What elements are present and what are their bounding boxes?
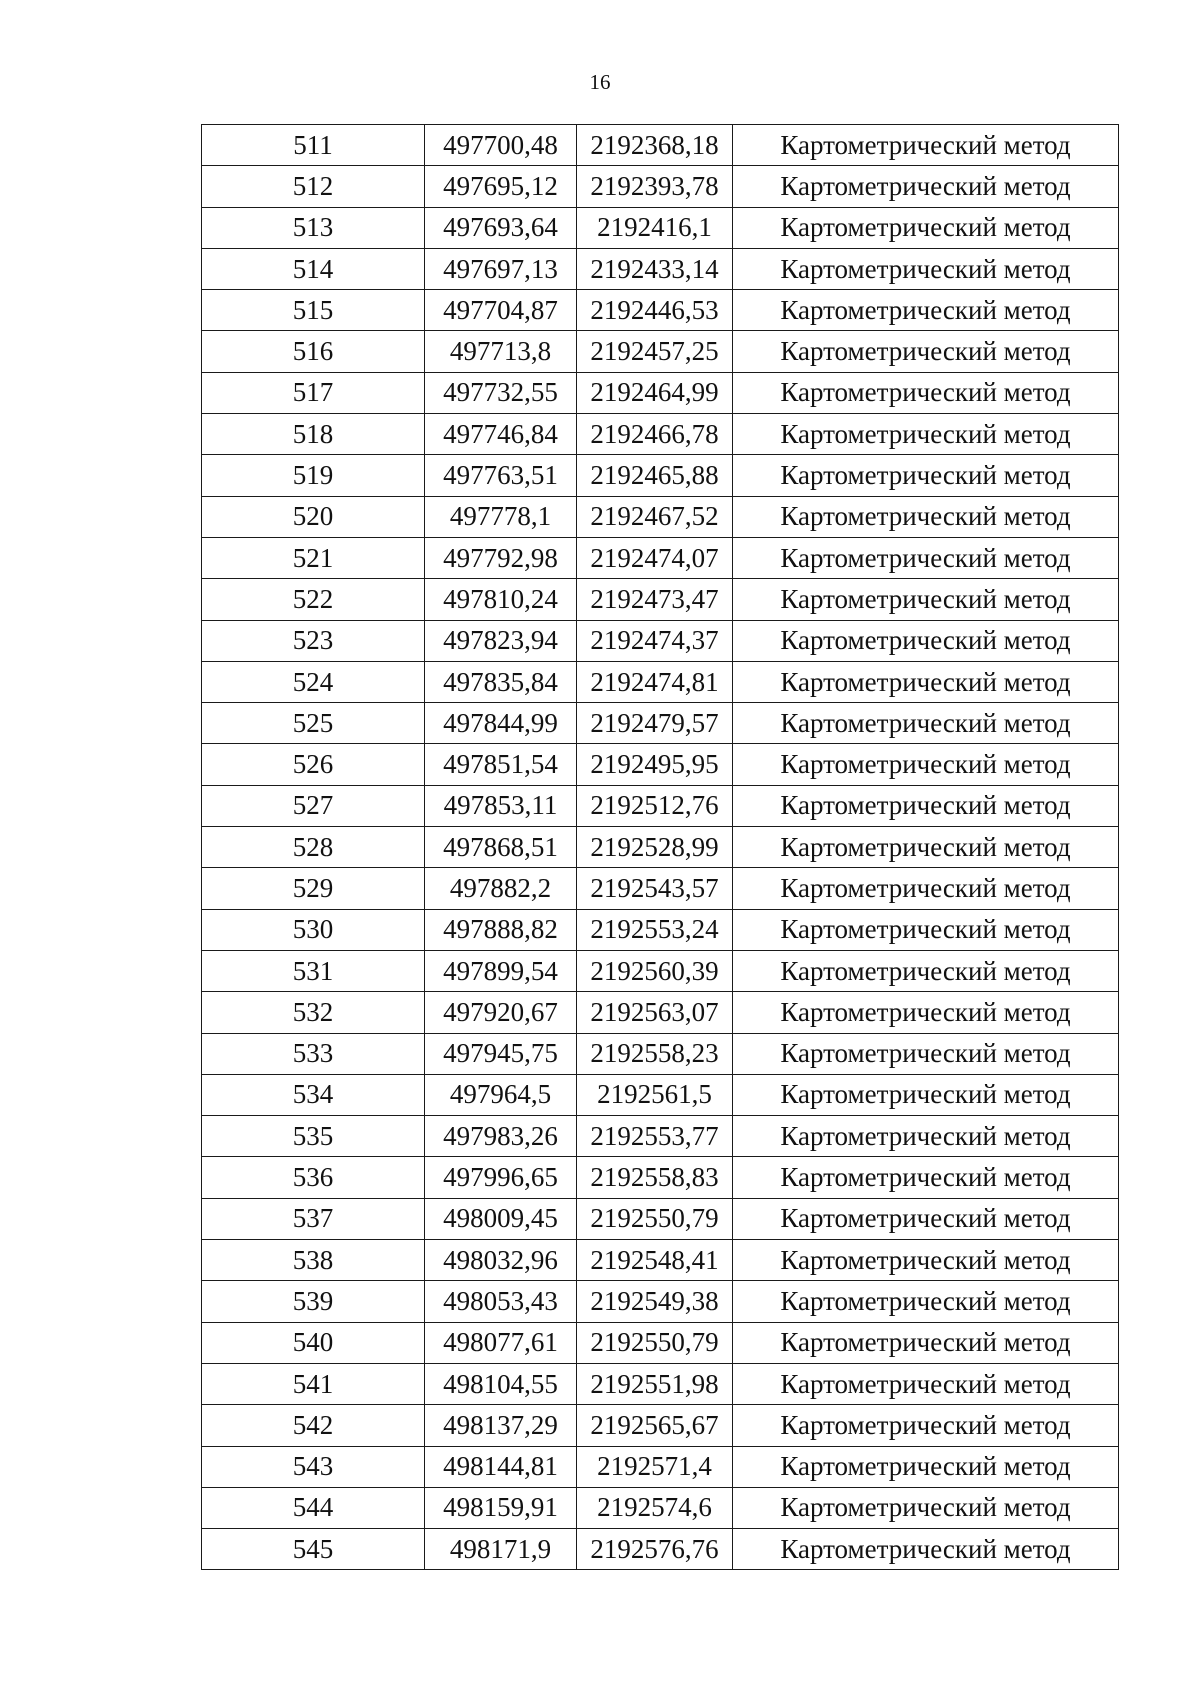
y-coordinate-cell: 2192560,39 xyxy=(577,950,733,991)
table-row xyxy=(202,1240,1119,1281)
x-coordinate-cell: 497778,1 xyxy=(425,496,577,537)
method-cell: Картометрический метод xyxy=(733,703,1119,744)
method-cell: Картометрический метод xyxy=(733,909,1119,950)
y-coordinate-cell: 2192550,79 xyxy=(577,1322,733,1363)
method-cell: Картометрический метод xyxy=(733,496,1119,537)
x-coordinate-cell: 497792,98 xyxy=(425,537,577,578)
table-row xyxy=(202,1198,1119,1239)
coordinates-table-body xyxy=(202,125,1119,1570)
method-cell: Картометрический метод xyxy=(733,1281,1119,1322)
table-row xyxy=(202,950,1119,991)
point-number-cell: 542 xyxy=(202,1405,425,1446)
table-row xyxy=(202,579,1119,620)
method-cell: Картометрический метод xyxy=(733,1363,1119,1404)
y-coordinate-cell: 2192543,57 xyxy=(577,868,733,909)
table-row xyxy=(202,620,1119,661)
table-row xyxy=(202,1405,1119,1446)
table-row xyxy=(202,744,1119,785)
x-coordinate-cell: 498032,96 xyxy=(425,1240,577,1281)
point-number-cell: 534 xyxy=(202,1074,425,1115)
point-number-cell: 536 xyxy=(202,1157,425,1198)
y-coordinate-cell: 2192551,98 xyxy=(577,1363,733,1404)
method-cell: Картометрический метод xyxy=(733,579,1119,620)
point-number-cell: 518 xyxy=(202,414,425,455)
point-number-cell: 523 xyxy=(202,620,425,661)
y-coordinate-cell: 2192457,25 xyxy=(577,331,733,372)
table-row xyxy=(202,414,1119,455)
point-number-cell: 522 xyxy=(202,579,425,620)
point-number-cell: 539 xyxy=(202,1281,425,1322)
method-cell: Картометрический метод xyxy=(733,785,1119,826)
method-cell: Картометрический метод xyxy=(733,1074,1119,1115)
point-number-cell: 519 xyxy=(202,455,425,496)
table-row xyxy=(202,455,1119,496)
x-coordinate-cell: 497704,87 xyxy=(425,290,577,331)
table-row xyxy=(202,331,1119,372)
y-coordinate-cell: 2192571,4 xyxy=(577,1446,733,1487)
method-cell: Картометрический метод xyxy=(733,1487,1119,1528)
point-number-cell: 521 xyxy=(202,537,425,578)
table-row xyxy=(202,992,1119,1033)
x-coordinate-cell: 497732,55 xyxy=(425,372,577,413)
table-row xyxy=(202,1363,1119,1404)
method-cell: Картометрический метод xyxy=(733,537,1119,578)
method-cell: Картометрический метод xyxy=(733,1157,1119,1198)
point-number-cell: 516 xyxy=(202,331,425,372)
table-row xyxy=(202,125,1119,166)
x-coordinate-cell: 497823,94 xyxy=(425,620,577,661)
method-cell: Картометрический метод xyxy=(733,992,1119,1033)
point-number-cell: 535 xyxy=(202,1116,425,1157)
x-coordinate-cell: 497810,24 xyxy=(425,579,577,620)
method-cell: Картометрический метод xyxy=(733,1529,1119,1570)
y-coordinate-cell: 2192368,18 xyxy=(577,125,733,166)
method-cell: Картометрический метод xyxy=(733,372,1119,413)
y-coordinate-cell: 2192416,1 xyxy=(577,207,733,248)
y-coordinate-cell: 2192549,38 xyxy=(577,1281,733,1322)
x-coordinate-cell: 497853,11 xyxy=(425,785,577,826)
method-cell: Картометрический метод xyxy=(733,1322,1119,1363)
table-row xyxy=(202,290,1119,331)
table-row xyxy=(202,1033,1119,1074)
point-number-cell: 517 xyxy=(202,372,425,413)
y-coordinate-cell: 2192464,99 xyxy=(577,372,733,413)
table-row xyxy=(202,1446,1119,1487)
table-row xyxy=(202,703,1119,744)
y-coordinate-cell: 2192565,67 xyxy=(577,1405,733,1446)
table-row xyxy=(202,537,1119,578)
method-cell: Картометрический метод xyxy=(733,1033,1119,1074)
y-coordinate-cell: 2192446,53 xyxy=(577,290,733,331)
method-cell: Картометрический метод xyxy=(733,868,1119,909)
x-coordinate-cell: 497899,54 xyxy=(425,950,577,991)
x-coordinate-cell: 497851,54 xyxy=(425,744,577,785)
x-coordinate-cell: 497983,26 xyxy=(425,1116,577,1157)
point-number-cell: 527 xyxy=(202,785,425,826)
page-number: 16 xyxy=(589,70,611,94)
method-cell: Картометрический метод xyxy=(733,1446,1119,1487)
y-coordinate-cell: 2192574,6 xyxy=(577,1487,733,1528)
table-row xyxy=(202,1487,1119,1528)
point-number-cell: 514 xyxy=(202,248,425,289)
x-coordinate-cell: 497888,82 xyxy=(425,909,577,950)
x-coordinate-cell: 497844,99 xyxy=(425,703,577,744)
y-coordinate-cell: 2192563,07 xyxy=(577,992,733,1033)
y-coordinate-cell: 2192433,14 xyxy=(577,248,733,289)
y-coordinate-cell: 2192558,83 xyxy=(577,1157,733,1198)
method-cell: Картометрический метод xyxy=(733,1405,1119,1446)
method-cell: Картометрический метод xyxy=(733,1240,1119,1281)
table-row xyxy=(202,909,1119,950)
point-number-cell: 528 xyxy=(202,827,425,868)
table-row xyxy=(202,827,1119,868)
x-coordinate-cell: 497868,51 xyxy=(425,827,577,868)
x-coordinate-cell: 497697,13 xyxy=(425,248,577,289)
method-cell: Картометрический метод xyxy=(733,1116,1119,1157)
point-number-cell: 524 xyxy=(202,661,425,702)
table-row xyxy=(202,1529,1119,1570)
table-row xyxy=(202,1074,1119,1115)
y-coordinate-cell: 2192466,78 xyxy=(577,414,733,455)
table-row xyxy=(202,1281,1119,1322)
point-number-cell: 538 xyxy=(202,1240,425,1281)
y-coordinate-cell: 2192553,24 xyxy=(577,909,733,950)
y-coordinate-cell: 2192474,81 xyxy=(577,661,733,702)
x-coordinate-cell: 497700,48 xyxy=(425,125,577,166)
table-row xyxy=(202,661,1119,702)
x-coordinate-cell: 498159,91 xyxy=(425,1487,577,1528)
point-number-cell: 511 xyxy=(202,125,425,166)
point-number-cell: 512 xyxy=(202,166,425,207)
x-coordinate-cell: 498137,29 xyxy=(425,1405,577,1446)
point-number-cell: 545 xyxy=(202,1529,425,1570)
point-number-cell: 515 xyxy=(202,290,425,331)
x-coordinate-cell: 498104,55 xyxy=(425,1363,577,1404)
y-coordinate-cell: 2192465,88 xyxy=(577,455,733,496)
point-number-cell: 541 xyxy=(202,1363,425,1404)
table-row xyxy=(202,207,1119,248)
method-cell: Картометрический метод xyxy=(733,744,1119,785)
x-coordinate-cell: 497693,64 xyxy=(425,207,577,248)
y-coordinate-cell: 2192473,47 xyxy=(577,579,733,620)
x-coordinate-cell: 497882,2 xyxy=(425,868,577,909)
x-coordinate-cell: 497713,8 xyxy=(425,331,577,372)
point-number-cell: 530 xyxy=(202,909,425,950)
x-coordinate-cell: 497695,12 xyxy=(425,166,577,207)
point-number-cell: 531 xyxy=(202,950,425,991)
point-number-cell: 520 xyxy=(202,496,425,537)
y-coordinate-cell: 2192474,37 xyxy=(577,620,733,661)
x-coordinate-cell: 497746,84 xyxy=(425,414,577,455)
point-number-cell: 544 xyxy=(202,1487,425,1528)
x-coordinate-cell: 498009,45 xyxy=(425,1198,577,1239)
y-coordinate-cell: 2192495,95 xyxy=(577,744,733,785)
table-row xyxy=(202,1157,1119,1198)
x-coordinate-cell: 497835,84 xyxy=(425,661,577,702)
x-coordinate-cell: 497996,65 xyxy=(425,1157,577,1198)
x-coordinate-cell: 497964,5 xyxy=(425,1074,577,1115)
point-number-cell: 537 xyxy=(202,1198,425,1239)
coordinates-table xyxy=(201,124,1119,1570)
y-coordinate-cell: 2192474,07 xyxy=(577,537,733,578)
x-coordinate-cell: 497945,75 xyxy=(425,1033,577,1074)
method-cell: Картометрический метод xyxy=(733,1198,1119,1239)
method-cell: Картометрический метод xyxy=(733,661,1119,702)
method-cell: Картометрический метод xyxy=(733,414,1119,455)
y-coordinate-cell: 2192479,57 xyxy=(577,703,733,744)
table-row xyxy=(202,372,1119,413)
x-coordinate-cell: 498077,61 xyxy=(425,1322,577,1363)
point-number-cell: 526 xyxy=(202,744,425,785)
x-coordinate-cell: 497920,67 xyxy=(425,992,577,1033)
table-row xyxy=(202,166,1119,207)
point-number-cell: 533 xyxy=(202,1033,425,1074)
method-cell: Картометрический метод xyxy=(733,455,1119,496)
y-coordinate-cell: 2192548,41 xyxy=(577,1240,733,1281)
y-coordinate-cell: 2192550,79 xyxy=(577,1198,733,1239)
point-number-cell: 525 xyxy=(202,703,425,744)
method-cell: Картометрический метод xyxy=(733,620,1119,661)
y-coordinate-cell: 2192528,99 xyxy=(577,827,733,868)
table-row xyxy=(202,868,1119,909)
method-cell: Картометрический метод xyxy=(733,290,1119,331)
y-coordinate-cell: 2192576,76 xyxy=(577,1529,733,1570)
method-cell: Картометрический метод xyxy=(733,331,1119,372)
point-number-cell: 540 xyxy=(202,1322,425,1363)
point-number-cell: 543 xyxy=(202,1446,425,1487)
x-coordinate-cell: 498171,9 xyxy=(425,1529,577,1570)
x-coordinate-cell: 497763,51 xyxy=(425,455,577,496)
table-row xyxy=(202,1322,1119,1363)
method-cell: Картометрический метод xyxy=(733,166,1119,207)
x-coordinate-cell: 498144,81 xyxy=(425,1446,577,1487)
y-coordinate-cell: 2192553,77 xyxy=(577,1116,733,1157)
point-number-cell: 529 xyxy=(202,868,425,909)
method-cell: Картометрический метод xyxy=(733,125,1119,166)
y-coordinate-cell: 2192467,52 xyxy=(577,496,733,537)
y-coordinate-cell: 2192558,23 xyxy=(577,1033,733,1074)
point-number-cell: 532 xyxy=(202,992,425,1033)
table-row xyxy=(202,785,1119,826)
method-cell: Картометрический метод xyxy=(733,248,1119,289)
y-coordinate-cell: 2192561,5 xyxy=(577,1074,733,1115)
method-cell: Картометрический метод xyxy=(733,827,1119,868)
x-coordinate-cell: 498053,43 xyxy=(425,1281,577,1322)
table-row xyxy=(202,1116,1119,1157)
y-coordinate-cell: 2192393,78 xyxy=(577,166,733,207)
table-row xyxy=(202,496,1119,537)
point-number-cell: 513 xyxy=(202,207,425,248)
table-row xyxy=(202,248,1119,289)
method-cell: Картометрический метод xyxy=(733,950,1119,991)
method-cell: Картометрический метод xyxy=(733,207,1119,248)
y-coordinate-cell: 2192512,76 xyxy=(577,785,733,826)
